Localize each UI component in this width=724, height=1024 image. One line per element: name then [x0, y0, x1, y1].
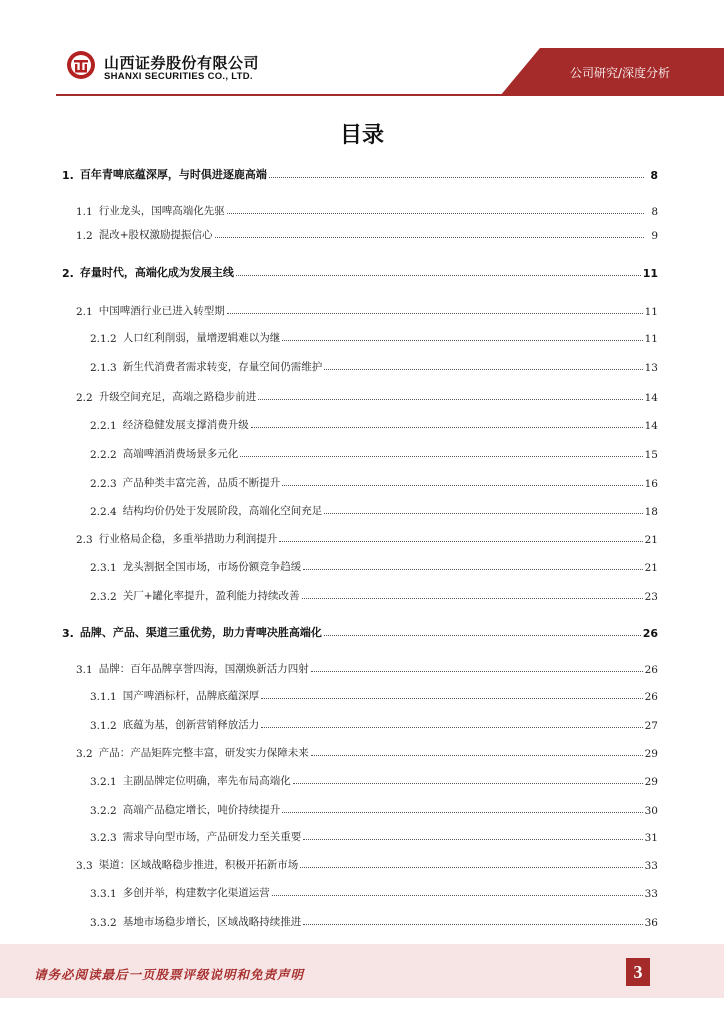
toc-leader-dots — [324, 635, 641, 636]
toc-entry-number: 3. — [62, 627, 74, 640]
toc-entry-number: 2.1.2 — [90, 333, 117, 345]
toc-entry[interactable] — [62, 620, 658, 640]
toc-leader-dots — [300, 867, 642, 868]
toc-leader-dots — [227, 313, 643, 314]
toc-leader-dots — [215, 237, 644, 238]
toc-leader-dots — [293, 783, 643, 784]
toc-entry-page: 23 — [644, 591, 658, 603]
toc-entry-page: 14 — [644, 420, 658, 432]
toc-entry-number: 2.1.3 — [90, 362, 117, 374]
toc-entry-number: 3.3.2 — [90, 917, 117, 929]
toc-leader-dots — [272, 895, 643, 896]
toc-leader-dots — [258, 399, 642, 400]
page-number: 3 — [626, 958, 650, 986]
toc-entry-page: 27 — [644, 720, 658, 732]
toc-entry-title: 经济稳健发展支撑消费升级 — [122, 419, 249, 431]
toc-entry[interactable] — [62, 554, 658, 574]
toc-leader-dots — [311, 671, 643, 672]
toc-entry-number: 2.2.1 — [90, 420, 117, 432]
toc-entry-title: 新生代消费者需求转变，存量空间仍需维护 — [122, 361, 323, 373]
toc-entry-number: 3.2.2 — [90, 805, 117, 817]
toc-leader-dots — [282, 485, 642, 486]
toc-entry-title: 混改+股权激励提振信心 — [98, 229, 213, 241]
toc-entry-title: 产品：产品矩阵完整丰富，研发实力保障未来 — [98, 747, 309, 759]
toc-entry[interactable] — [62, 740, 658, 760]
toc-entry-title: 中国啤酒行业已进入转型期 — [98, 305, 225, 317]
toc-entry[interactable] — [62, 526, 658, 546]
toc-entry-title: 百年青啤底蕴深厚，与时俱进逐鹿高端 — [79, 168, 267, 181]
toc-entry[interactable] — [62, 441, 658, 461]
toc-entry-page: 11 — [642, 267, 658, 280]
report-category: 公司研究/深度分析 — [569, 66, 670, 80]
toc-entry[interactable] — [62, 909, 658, 929]
toc-entry[interactable] — [62, 797, 658, 817]
toc-entry-number: 2.3.2 — [90, 591, 117, 603]
toc-entry[interactable] — [62, 583, 658, 603]
page-title: 目录 — [339, 123, 384, 148]
toc-entry-page: 11 — [644, 306, 658, 318]
toc-entry[interactable] — [62, 824, 658, 844]
toc-entry[interactable] — [62, 880, 658, 900]
toc-entry-number: 2.2.4 — [90, 506, 117, 518]
toc-entry[interactable] — [62, 325, 658, 345]
toc-entry-title: 国产啤酒标杆，品牌底蕴深厚 — [122, 690, 260, 702]
toc-leader-dots — [302, 598, 643, 599]
toc-entry-page: 16 — [644, 478, 658, 490]
toc-entry[interactable] — [62, 498, 658, 518]
toc-entry-title: 产品种类丰富完善，品质不断提升 — [122, 477, 281, 489]
toc-entry-page: 29 — [644, 748, 658, 760]
toc-leader-dots — [251, 427, 643, 428]
company-name-cn: 山西证券股份有限公司 — [104, 54, 260, 72]
company-name-en: SHANXI SECURITIES CO., LTD. — [104, 71, 253, 82]
toc-entry-title: 渠道：区域战略稳步推进，积极开拓新市场 — [98, 859, 299, 871]
toc-entry-page: 33 — [644, 860, 658, 872]
page-header — [0, 0, 724, 96]
toc-entry-page: 36 — [644, 917, 658, 929]
toc-entry-title: 基地市场稳步增长，区域战略持续推进 — [122, 916, 302, 928]
toc-leader-dots — [303, 839, 642, 840]
toc-entry[interactable] — [62, 384, 658, 404]
toc-entry-title: 龙头割据全国市场，市场份额竞争趋缓 — [122, 561, 302, 573]
toc-entry-page: 15 — [644, 449, 658, 461]
toc-entry[interactable] — [62, 198, 658, 218]
toc-entry-page: 9 — [651, 230, 658, 242]
toc-leader-dots — [240, 456, 642, 457]
toc-entry[interactable] — [62, 852, 658, 872]
company-logo-icon — [66, 50, 96, 80]
toc-entry-title: 行业龙头，国啤高端化先驱 — [98, 205, 225, 217]
toc-entry-title: 升级空间充足，高端之路稳步前进 — [98, 391, 257, 403]
toc-entry[interactable] — [62, 162, 658, 182]
toc-entry-number: 3.1.2 — [90, 720, 117, 732]
toc-entry[interactable] — [62, 683, 658, 703]
toc-leader-dots — [303, 569, 642, 570]
toc-entry[interactable] — [62, 470, 658, 490]
toc-leader-dots — [282, 340, 642, 341]
toc-entry[interactable] — [62, 768, 658, 788]
toc-entry-title: 关厂+罐化率提升，盈利能力持续改善 — [122, 590, 300, 602]
toc-entry[interactable] — [62, 412, 658, 432]
toc-entry-page: 14 — [644, 392, 658, 404]
toc-leader-dots — [324, 369, 642, 370]
disclaimer-notice: 请务必阅读最后一页股票评级说明和免责声明 — [34, 967, 305, 982]
toc-entry-title: 需求导向型市场，产品研发力至关重要 — [122, 831, 302, 843]
toc-entry-number: 3.1.1 — [90, 691, 117, 703]
toc-entry-number: 1.2 — [76, 230, 93, 242]
toc-entry-page: 21 — [644, 534, 658, 546]
toc-entry-number: 3.1 — [76, 664, 93, 676]
toc-leader-dots — [261, 698, 642, 699]
toc-leader-dots — [303, 924, 642, 925]
toc-leader-dots — [324, 513, 642, 514]
toc-entry-number: 2.2.2 — [90, 449, 117, 461]
toc-entry-number: 1. — [62, 169, 74, 182]
toc-entry-number: 1.1 — [76, 206, 93, 218]
toc-entry[interactable] — [62, 222, 658, 242]
toc-leader-dots — [261, 727, 642, 728]
toc-leader-dots — [269, 177, 644, 178]
toc-entry-page: 11 — [644, 333, 658, 345]
toc-entry-page: 26 — [644, 691, 658, 703]
toc-leader-dots — [227, 213, 644, 214]
toc-entry-number: 2.1 — [76, 306, 93, 318]
toc-entry-page: 26 — [642, 627, 658, 640]
page-footer — [0, 944, 724, 998]
toc-entry-page: 26 — [644, 664, 658, 676]
toc-leader-dots — [279, 541, 642, 542]
toc-entry-number: 2.2.3 — [90, 478, 117, 490]
toc-entry-page: 33 — [644, 888, 658, 900]
toc-entry[interactable] — [62, 656, 658, 676]
toc-entry-number: 2. — [62, 267, 74, 280]
toc-entry-number: 3.3 — [76, 860, 93, 872]
toc-entry-title: 高端啤酒消费场景多元化 — [122, 448, 239, 460]
toc-entry-page: 8 — [650, 169, 658, 182]
toc-entry[interactable] — [62, 260, 658, 280]
header-divider — [56, 94, 724, 96]
toc-entry-page: 13 — [644, 362, 658, 374]
toc-entry-number: 2.3 — [76, 534, 93, 546]
toc-entry-page: 18 — [644, 506, 658, 518]
toc-entry-page: 29 — [644, 776, 658, 788]
toc-entry-title: 结构均价仍处于发展阶段，高端化空间充足 — [122, 505, 323, 517]
toc-entry-title: 底蕴为基，创新营销释放活力 — [122, 719, 260, 731]
toc-leader-dots — [311, 755, 643, 756]
toc-entry-number: 2.2 — [76, 392, 93, 404]
toc-entry-title: 行业格局企稳，多重举措助力利润提升 — [98, 533, 278, 545]
toc-entry[interactable] — [62, 354, 658, 374]
toc-entry-title: 人口红利削弱，量增逻辑难以为继 — [122, 332, 281, 344]
toc-entry-page: 8 — [651, 206, 658, 218]
toc-entry-number: 2.3.1 — [90, 562, 117, 574]
toc-entry-page: 31 — [644, 832, 658, 844]
toc-entry-title: 主副品牌定位明确，率先布局高端化 — [122, 775, 291, 787]
toc-entry-number: 3.2.3 — [90, 832, 117, 844]
toc-entry-title: 品牌、产品、渠道三重优势，助力青啤决胜高端化 — [79, 626, 322, 639]
toc-entry[interactable] — [62, 298, 658, 318]
toc-entry[interactable] — [62, 712, 658, 732]
toc-leader-dots — [282, 812, 642, 813]
toc-entry-title: 多创并举，构建数字化渠道运营 — [122, 887, 270, 899]
toc-entry-page: 21 — [644, 562, 658, 574]
toc-entry-page: 30 — [644, 805, 658, 817]
toc-entry-title: 存量时代，高端化成为发展主线 — [79, 266, 234, 279]
toc-leader-dots — [236, 275, 641, 276]
toc-entry-title: 高端产品稳定增长，吨价持续提升 — [122, 804, 281, 816]
toc-entry-number: 3.2.1 — [90, 776, 117, 788]
toc-entry-number: 3.2 — [76, 748, 93, 760]
toc-entry-number: 3.3.1 — [90, 888, 117, 900]
toc-entry-title: 品牌：百年品牌享誉四海，国潮焕新活力四射 — [98, 663, 309, 675]
